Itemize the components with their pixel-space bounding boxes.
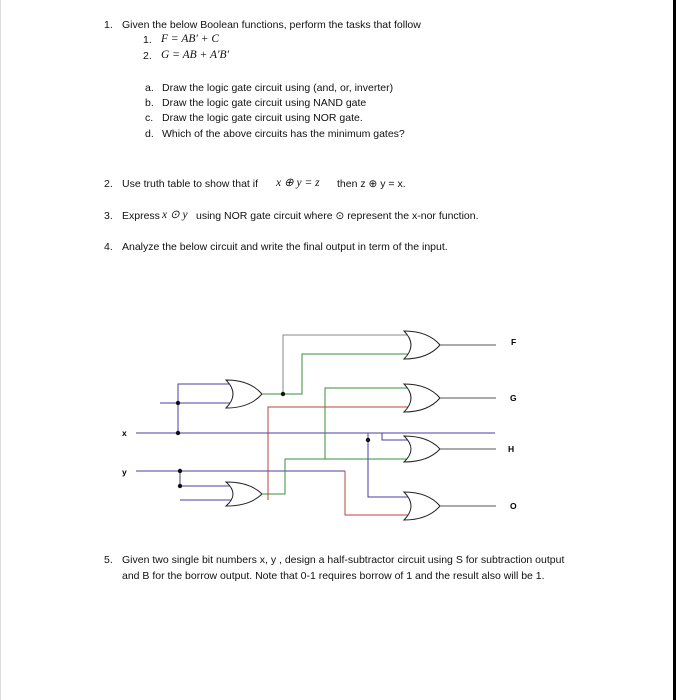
- q5-line-2: and B for the borrow output. Note that 0-1 requires borrow of 1 and the result also will be 1.: [122, 570, 545, 582]
- q3-text-b: using NOR gate circuit where ⊙ represent the x-nor function.: [196, 210, 479, 222]
- junction-dot: [366, 438, 370, 442]
- junction-dot: [176, 431, 180, 435]
- q1-task-a-letter: a.: [145, 82, 154, 94]
- q1-text: Given the below Boolean functions, perform the tasks that follow: [122, 19, 421, 31]
- junction-dot: [178, 469, 182, 473]
- q3-text-a: Express: [122, 210, 160, 222]
- or1-out-gray-wire: [262, 335, 408, 394]
- q5-number: 5.: [104, 554, 113, 566]
- junction-dot: [176, 401, 180, 405]
- x-to-o-wire: [368, 433, 408, 497]
- q3-number: 3.: [104, 210, 113, 222]
- q1-task-c-text: Draw the logic gate circuit using NOR gate.: [162, 112, 363, 124]
- q1-task-d-text: Which of the above circuits has the minimum gates?: [162, 128, 405, 140]
- q1-task-b-text: Draw the logic gate circuit using NAND gate: [162, 97, 367, 109]
- q1-task-c-letter: c.: [145, 112, 154, 124]
- q4-number: 4.: [104, 241, 113, 253]
- green-wire-h: [262, 459, 408, 494]
- or-gate-g: [404, 384, 440, 412]
- output-label-f: F: [511, 337, 517, 347]
- q1-task-d-letter: d.: [145, 128, 154, 140]
- q1-number: 1.: [104, 19, 113, 31]
- q2-text-b: then z ⊕ y = x.: [337, 178, 406, 190]
- q2-number: 2.: [104, 178, 113, 190]
- q1-task-a-text: Draw the logic gate circuit using (and, or, inverter): [162, 82, 394, 94]
- input-label-y: y: [122, 467, 127, 477]
- or-gate-o: [404, 492, 440, 520]
- or-gate-2: [226, 482, 262, 506]
- output-label-o: O: [510, 501, 517, 511]
- junction-dot: [281, 392, 285, 396]
- input-label-x: x: [122, 428, 127, 438]
- x-to-or1-wire: [178, 384, 233, 433]
- green-wire-g: [325, 388, 408, 459]
- q1-func-1-expr: F = AB′ + C: [161, 33, 220, 45]
- y-to-or2-wire: [180, 471, 233, 486]
- output-label-g: G: [510, 393, 517, 403]
- or-gate-1: [226, 380, 262, 408]
- output-label-h: H: [508, 444, 515, 454]
- q1-func-2-expr: G = AB + A′B′: [161, 49, 230, 61]
- q1-func-1-number: 1.: [143, 34, 152, 46]
- or-gate-f: [404, 331, 440, 359]
- red-wire-o: [345, 471, 408, 515]
- or-gate-h: [404, 436, 440, 462]
- q1-func-2-number: 2.: [143, 50, 152, 62]
- q4-text: Analyze the below circuit and write the final output in term of the input.: [122, 241, 448, 253]
- red-wire-g: [268, 407, 408, 500]
- q1-task-b-letter: b.: [145, 97, 154, 109]
- junction-dot: [178, 484, 182, 488]
- q3-expr: x ⊙ y: [162, 209, 188, 221]
- q5-line-1: Given two single bit numbers x, y , design a half-subtractor circuit using S for subtraction output: [122, 554, 565, 566]
- q2-text-a: Use truth table to show that if: [122, 178, 258, 190]
- q2-expr: x ⊕ y = z: [276, 177, 320, 189]
